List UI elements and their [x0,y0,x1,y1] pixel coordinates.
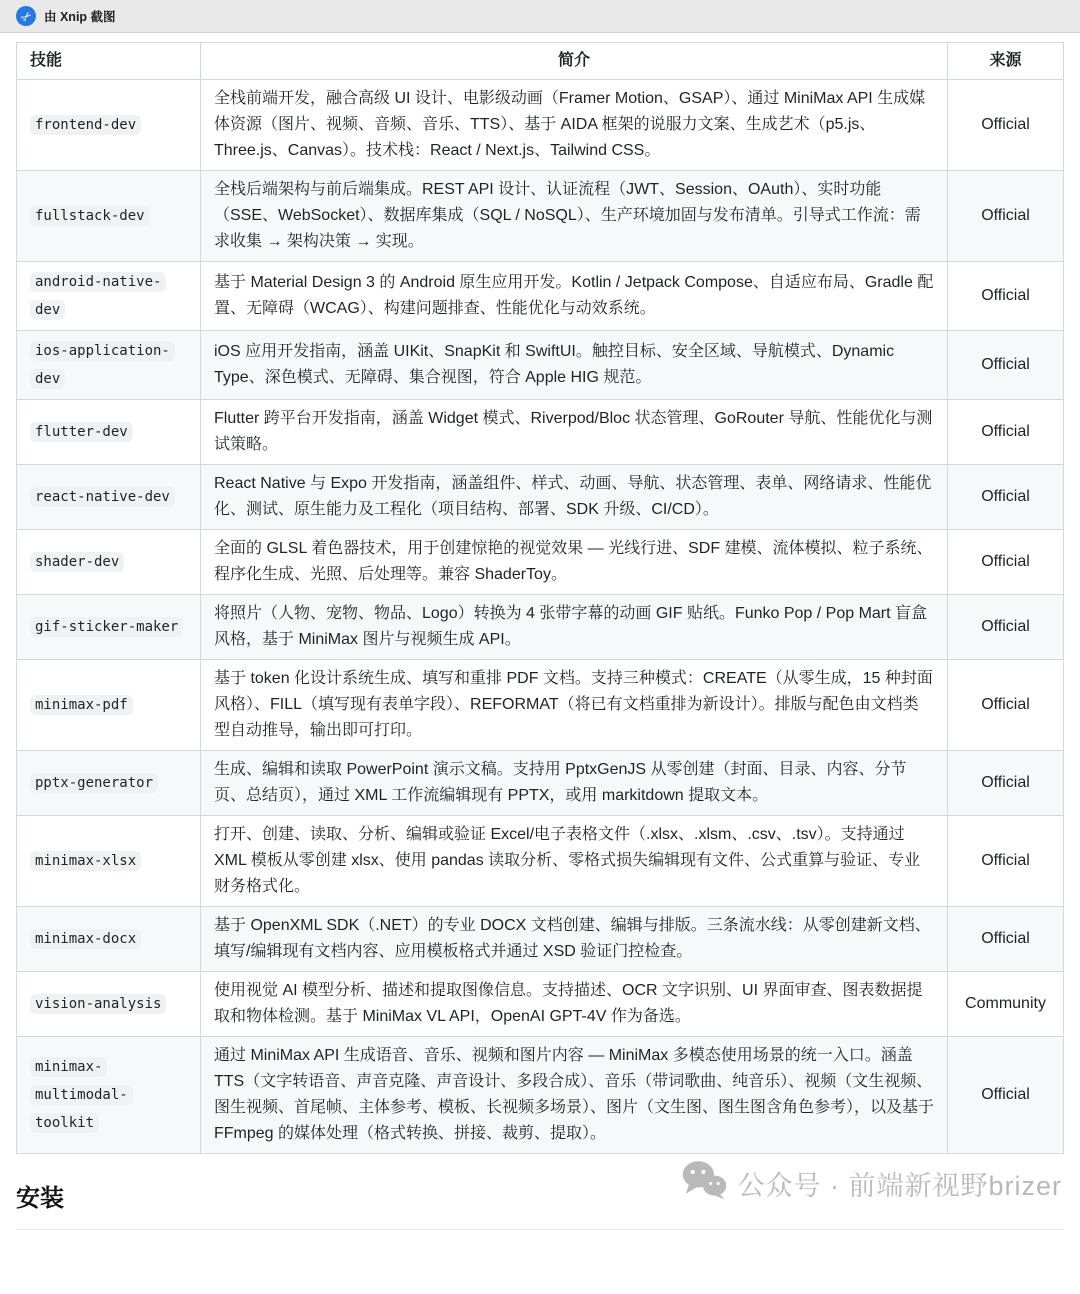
skill-description: 全栈前端开发，融合高级 UI 设计、电影级动画（Framer Motion、GSAP）、通过 MiniMax API 生成媒体资源（图片、视频、音频、音乐、TTS）、基于 AIDA 框架的说服力文案、生成艺术（p5.js、Three.js、Canvas）。技术栈：React / Next.js、Tailwind CSS。 [201,80,948,171]
skill-name-chip: minimax-multimodal-toolkit [30,1057,133,1133]
xnip-scissors-icon: ✂ [17,6,35,26]
skill-source-badge: Official [948,465,1064,530]
table-row [17,816,1064,907]
table-header-row [17,43,1064,80]
skill-name-chip: shader-dev [30,552,124,572]
skill-source-badge: Official [948,907,1064,972]
skills-table [16,42,1064,1154]
skill-source-badge: Official [948,816,1064,907]
skill-description: Flutter 跨平台开发指南，涵盖 Widget 模式、Riverpod/Bloc 状态管理、GoRouter 导航、性能优化与测试策略。 [201,400,948,465]
skill-source-badge: Official [948,530,1064,595]
skill-name-chip: frontend-dev [30,115,141,135]
skill-description: 通过 MiniMax API 生成语音、音乐、视频和图片内容 — MiniMax 多模态使用场景的统一入口。涵盖 TTS（文字转语音、声音克隆、声音设计、多段合成）、音乐（带词歌曲、纯音乐）、视频（文生视频、图生视频、首尾帧、主体参考、模板、长视频多场景）、图片（文生图、图生图含角色参考），以及基于 FFmpeg 的媒体处理（格式转换、拼接、裁剪、提取）。 [201,1037,948,1154]
skill-source-badge: Official [948,171,1064,262]
column-header-skill: 技能 [17,43,201,80]
skill-name-chip: vision-analysis [30,994,166,1014]
skill-name-chip: fullstack-dev [30,206,150,226]
skill-description: iOS 应用开发指南，涵盖 UIKit、SnapKit 和 SwiftUI。触控目标、安全区域、导航模式、Dynamic Type、深色模式、无障碍、集合视图，符合 Apple HIG 规范。 [201,331,948,400]
skill-name-chip: minimax-docx [30,929,141,949]
table-row [17,171,1064,262]
table-row [17,972,1064,1037]
table-row [17,595,1064,660]
column-header-source: 来源 [948,43,1064,80]
table-row [17,400,1064,465]
skill-name-chip: flutter-dev [30,422,133,442]
skill-name-chip: minimax-pdf [30,695,133,715]
skill-source-badge: Official [948,400,1064,465]
section-heading-install: 安装 [16,1178,1064,1230]
skill-name-chip: ios-application-dev [30,341,175,389]
table-row [17,80,1064,171]
skill-source-badge: Official [948,80,1064,171]
skill-source-badge: Official [948,751,1064,816]
table-row [17,262,1064,331]
skill-description: React Native 与 Expo 开发指南，涵盖组件、样式、动画、导航、状态管理、表单、网络请求、性能优化、测试、原生能力及工程化（项目结构、部署、SDK 升级、CI/CD）。 [201,465,948,530]
skill-name-chip: minimax-xlsx [30,851,141,871]
skill-description: 基于 token 化设计系统生成、填写和重排 PDF 文档。支持三种模式：CREATE（从零生成，15 种封面风格）、FILL（填写现有表单字段）、REFORMAT（将已有文档重排为新设计）。排版与配色由文档类型自动推导，输出即可打印。 [201,660,948,751]
watermark-text: 公众号 · 前端新视野brizer [737,1171,1062,1201]
skill-source-badge: Official [948,1037,1064,1154]
table-row [17,751,1064,816]
skill-description: 将照片（人物、宠物、物品、Logo）转换为 4 张带字幕的动画 GIF 贴纸。Funko Pop / Pop Mart 盲盒风格，基于 MiniMax 图片与视频生成 API。 [201,595,948,660]
column-header-description: 简介 [201,43,948,80]
skill-description: 生成、编辑和读取 PowerPoint 演示文稿。支持用 PptxGenJS 从零创建（封面、目录、内容、分节页、总结页），通过 XML 工作流编辑现有 PPTX，或用 markitdown 提取文本。 [201,751,948,816]
skill-source-badge: Official [948,595,1064,660]
skill-description: 基于 OpenXML SDK（.NET）的专业 DOCX 文档创建、编辑与排版。三条流水线：从零创建新文档、填写/编辑现有文档内容、应用模板格式并通过 XSD 验证门控检查。 [201,907,948,972]
skill-description: 全面的 GLSL 着色器技术，用于创建惊艳的视觉效果 — 光线行进、SDF 建模、流体模拟、粒子系统、程序化生成、光照、后处理等。兼容 ShaderToy。 [201,530,948,595]
skill-source-badge: Official [948,660,1064,751]
screenshot-titlebar [0,0,1080,33]
skill-description: 基于 Material Design 3 的 Android 原生应用开发。Kotlin / Jetpack Compose、自适应布局、Gradle 配置、无障碍（WCAG）、构建问题排查、性能优化与动效系统。 [201,262,948,331]
skill-name-chip: react-native-dev [30,487,175,507]
table-row [17,660,1064,751]
skill-source-badge: Community [948,972,1064,1037]
skill-name-chip: android-native-dev [30,272,166,320]
table-row [17,1037,1064,1154]
document-body [0,33,1080,1294]
skill-source-badge: Official [948,262,1064,331]
table-row [17,331,1064,400]
table-row [17,907,1064,972]
skill-description: 打开、创建、读取、分析、编辑或验证 Excel/电子表格文件（.xlsx、.xlsm、.csv、.tsv）。支持通过 XML 模板从零创建 xlsx、使用 pandas 读取分析、零格式损失编辑现有文件、公式重算与验证、专业财务格式化。 [201,816,948,907]
skill-source-badge: Official [948,331,1064,400]
skill-name-chip: pptx-generator [30,773,158,793]
table-row [17,465,1064,530]
screenshot-source-label: 由 Xnip 截图 [44,10,116,24]
table-row [17,530,1064,595]
footer-area [16,1154,1064,1294]
skill-name-chip: gif-sticker-maker [30,617,183,637]
skill-description: 全栈后端架构与前后端集成。REST API 设计、认证流程（JWT、Session、OAuth）、实时功能（SSE、WebSocket）、数据库集成（SQL / NoSQL）、生产环境加固与发布清单。引导式工作流：需求收集 → 架构决策 → 实现。 [201,171,948,262]
skill-description: 使用视觉 AI 模型分析、描述和提取图像信息。支持描述、OCR 文字识别、UI 界面审查、图表数据提取和物体检测。基于 MiniMax VL API，OpenAI GPT-4V 作为备选。 [201,972,948,1037]
